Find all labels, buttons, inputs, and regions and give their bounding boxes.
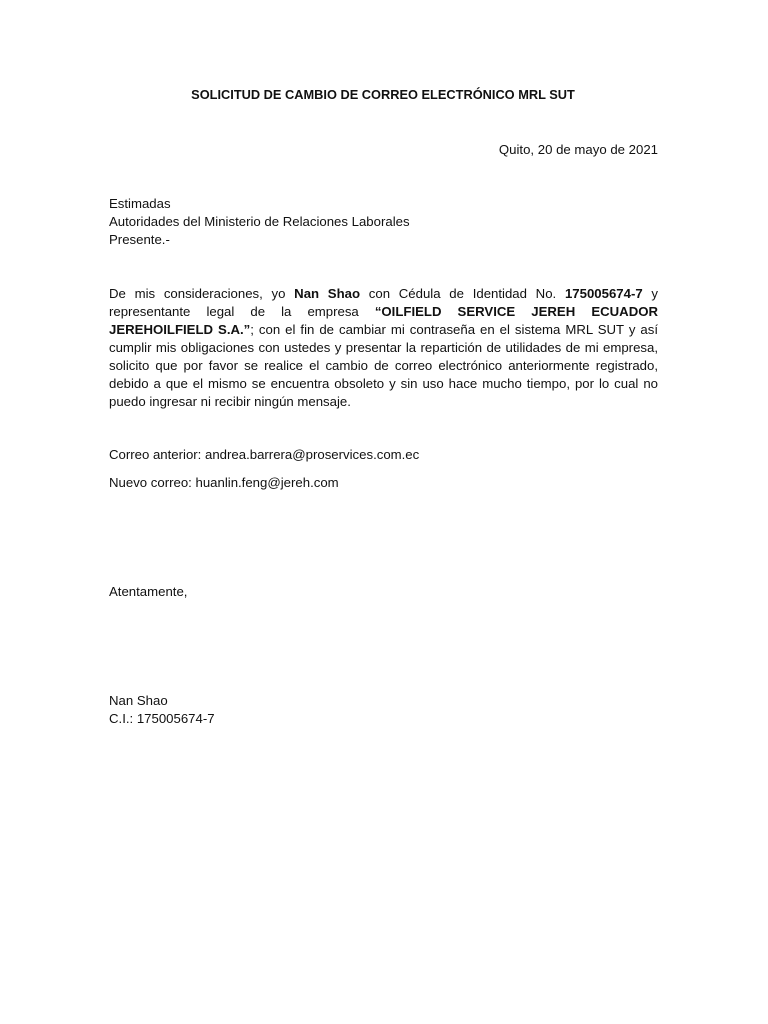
document-date: Quito, 20 de mayo de 2021 <box>498 142 658 157</box>
body-text-part-4: ; con el fin de cambiar mi contraseña en el sistema MRL SUT y así cumplir mis obligaciones con ustedes y presentar la repartición de utilidades de mi empresa, solicito que por favor se realice el cambio de correo electrónico anteriormente registrado, debido a que el mismo se encuentra obsoleto y sin uso hace mucho tiempo, por lo cual no puedo ingresar ni recibir ningún mensaje. <box>109 322 658 409</box>
company-name: “OILFIELD SERVICE JEREH ECUADOR JEREHOILFIELD S.A.” <box>109 304 658 337</box>
document-title: SOLICITUD DE CAMBIO DE CORREO ELECTRÓNICO MRL SUT <box>191 87 575 102</box>
signature-name: Nan Shao <box>109 693 168 708</box>
body-text-part-3: y representante legal de la empresa <box>109 286 658 319</box>
signature-block <box>109 692 658 728</box>
applicant-id-number: 175005674-7 <box>564 286 643 301</box>
body-text-part-2: con Cédula de Identidad No. <box>360 286 565 301</box>
salutation-block <box>109 195 658 249</box>
closing-text: Atentamente, <box>109 584 188 599</box>
new-email-line: Nuevo correo: huanlin.feng@jereh.com <box>109 475 339 490</box>
salutation-line-2: Autoridades del Ministerio de Relaciones Laborales <box>109 214 410 229</box>
previous-email-line: Correo anterior: andrea.barrera@proservices.com.ec <box>109 447 420 462</box>
salutation-line-1: Estimadas <box>109 196 171 211</box>
applicant-name: Nan Shao <box>294 286 361 301</box>
body-paragraph <box>109 285 658 411</box>
signature-id: C.I.: 175005674-7 <box>109 711 215 726</box>
salutation-line-3: Presente.- <box>109 232 170 247</box>
body-text-part-1: De mis consideraciones, yo <box>109 286 295 301</box>
